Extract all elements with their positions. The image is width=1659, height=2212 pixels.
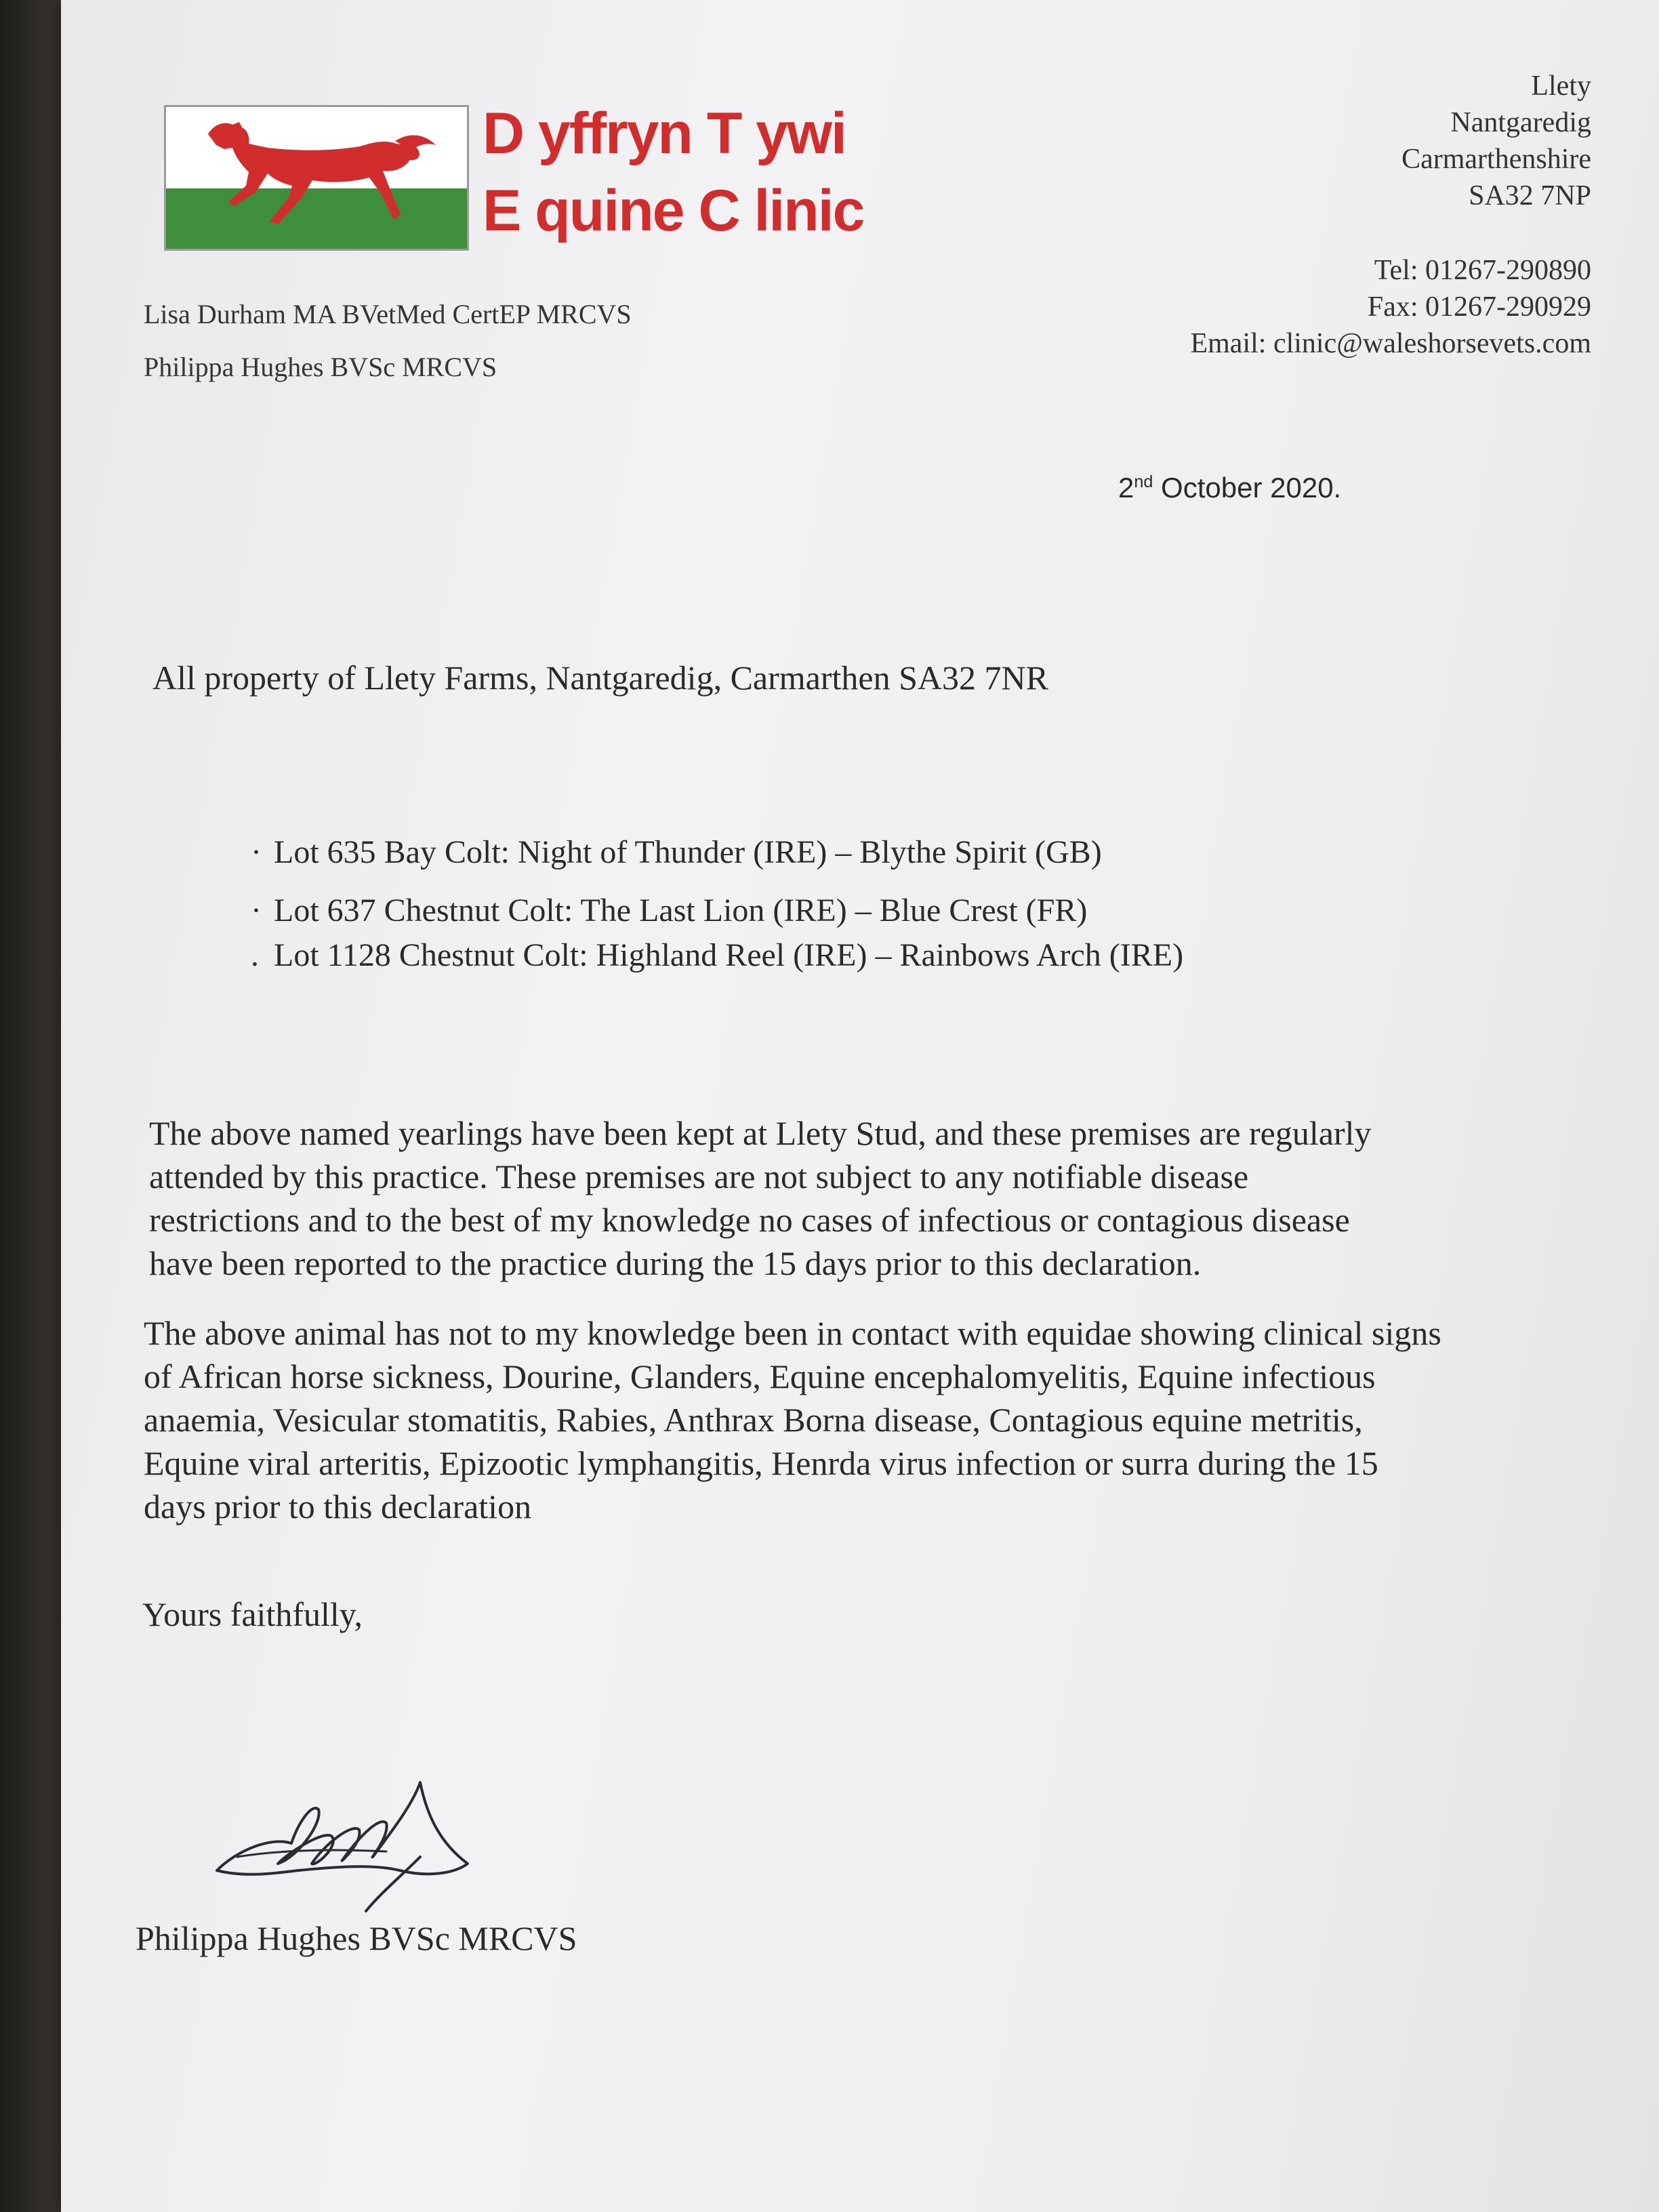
paragraph-line: The above named yearlings have been kept at Llety Stud, and these premises are regularly [149, 1114, 1372, 1152]
paragraph-line: days prior to this declaration [144, 1488, 532, 1525]
clinic-address [1401, 68, 1591, 214]
lot-text: Lot 1128 Chestnut Colt: Highland Reel (IRE) – Rainbows Arch (IRE) [274, 937, 1184, 973]
bullet: · [251, 893, 262, 928]
paragraph-line: Equine viral arteritis, Epizootic lymphangitis, Henrda virus infection or surra during the 15 [144, 1444, 1378, 1482]
paragraph-line: The above animal has not to my knowledge been in contact with equidae showing clinical signs [144, 1314, 1441, 1352]
closing: Yours faithfully, [142, 1595, 363, 1633]
fax: Fax: 01267-290929 [1367, 291, 1591, 323]
letter-date [1118, 472, 1341, 504]
vet-name-2: Philippa Hughes BVSc MRCVS [144, 352, 497, 382]
lot-text: Lot 635 Bay Colt: Night of Thunder (IRE) – Blythe Spirit (GB) [274, 834, 1102, 870]
clinic-name-line1: D yffryn T ywi [483, 101, 846, 166]
address-line: SA32 7NP [1469, 180, 1591, 211]
lot-item [251, 834, 1102, 871]
date-day: 2 [1118, 472, 1134, 504]
clinic-name-line2: E quine C linic [483, 178, 864, 243]
email: Email: clinic@waleshorsevets.com [1190, 328, 1591, 359]
bullet: · [251, 834, 262, 870]
address-line: Carmarthenshire [1401, 144, 1591, 175]
telephone: Tel: 01267-290890 [1374, 255, 1591, 286]
letter-paper [61, 0, 1659, 2212]
paragraph-line: attended by this practice. These premises are not subject to any notifiable disease [149, 1158, 1249, 1195]
bullet: . [251, 937, 259, 973]
lot-item [251, 937, 1183, 974]
paragraph-2 [144, 1311, 1441, 1528]
clinic-contact [1190, 252, 1591, 362]
red-horse-on-welsh-flag-icon [164, 105, 469, 251]
signatory-name: Philippa Hughes BVSc MRCVS [136, 1919, 577, 1957]
date-suffix: nd [1134, 472, 1153, 491]
vet-name-1: Lisa Durham MA BVetMed CertEP MRCVS [144, 299, 632, 329]
address-line: Llety [1531, 70, 1591, 102]
handwritten-signature-icon [197, 1748, 549, 1918]
property-line: All property of Llety Farms, Nantgaredig, Carmarthen SA32 7NR [152, 659, 1048, 697]
paragraph-line: restrictions and to the best of my knowledge no cases of infectious or contagious disease [149, 1201, 1350, 1239]
date-rest: October 2020. [1153, 472, 1342, 504]
paragraph-line: anaemia, Vesicular stomatitis, Rabies, Anthrax Borna disease, Contagious equine metritis, [144, 1401, 1363, 1439]
paragraph-1 [149, 1111, 1372, 1285]
paragraph-line: of African horse sickness, Dourine, Glanders, Equine encephalomyelitis, Equine infectious [144, 1357, 1376, 1395]
paragraph-line: have been reported to the practice during the 15 days prior to this declaration. [149, 1244, 1202, 1282]
lot-item [251, 892, 1087, 929]
lot-text: Lot 637 Chestnut Colt: The Last Lion (IRE) – Blue Crest (FR) [274, 893, 1088, 928]
address-line: Nantgaredig [1450, 107, 1591, 138]
